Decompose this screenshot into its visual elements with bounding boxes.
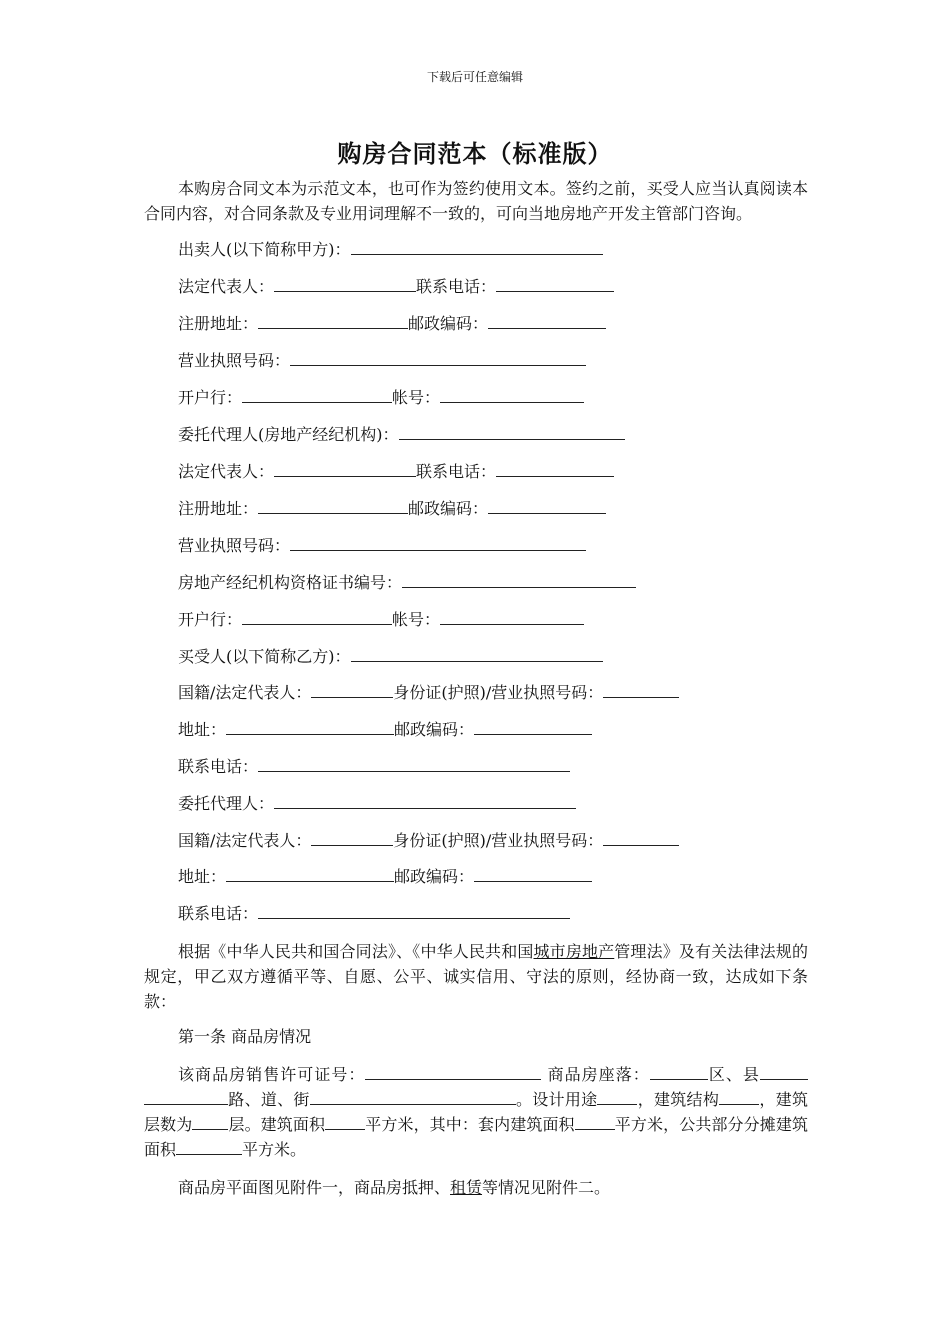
agent-account-label: 帐号： (392, 610, 441, 629)
article-1-paragraph (144, 1062, 808, 1162)
seller-bank-label: 开户行： (178, 388, 243, 407)
seller-bank-line (178, 387, 584, 409)
attachment-text-1: 商品房平面图见附件一，商品房抵押、 (178, 1178, 451, 1197)
seller-name-blank[interactable] (351, 240, 603, 255)
seller-name-label: 出卖人(以下简称甲方)： (178, 240, 351, 259)
buyer-postcode-blank[interactable] (474, 720, 592, 735)
buyer-agent-name-line (178, 793, 576, 815)
road-name-blank[interactable] (144, 1090, 228, 1105)
seller-account-blank[interactable] (440, 388, 584, 403)
buyer-nationality-line (178, 682, 679, 704)
structure-blank[interactable] (719, 1090, 759, 1105)
buyer-id-label: 身份证(护照)/营业执照号码： (393, 683, 604, 702)
article-1-heading: 第一条 商品房情况 (178, 1027, 312, 1046)
basis-text-2: 管理法》及有关法律法规的规定，甲乙双方遵循平等、自愿、公平、诚实信用、守法的原则，经协商一致，达成如下条款： (144, 942, 808, 1011)
agent-bank-blank[interactable] (242, 610, 392, 625)
location-label: 商品房座落： (547, 1065, 650, 1084)
buyer-agent-phone-blank[interactable] (258, 904, 570, 919)
seller-postcode-label: 邮政编码： (408, 314, 489, 333)
buyer-agent-address-blank[interactable] (226, 867, 394, 882)
seller-rep-line (178, 276, 614, 298)
buyer-phone-label: 联系电话： (178, 757, 259, 776)
agent-bank-line (178, 609, 584, 631)
buyer-agent-name-blank[interactable] (274, 794, 576, 809)
buyer-id-blank[interactable] (603, 683, 679, 698)
seller-rep-label: 法定代表人： (178, 277, 275, 296)
lease-link[interactable]: 租赁 (450, 1178, 483, 1197)
agent-name-label: 委托代理人(房地产经纪机构)： (178, 425, 399, 444)
buyer-agent-address-label: 地址： (178, 867, 227, 886)
buyer-nationality-blank[interactable] (311, 683, 393, 698)
agent-account-blank[interactable] (440, 610, 584, 625)
seller-phone-blank[interactable] (496, 277, 614, 292)
buyer-agent-address-line (178, 866, 592, 888)
inner-area-blank[interactable] (575, 1115, 615, 1130)
agent-cert-line (178, 572, 636, 594)
agent-address-blank[interactable] (258, 499, 408, 514)
agent-phone-blank[interactable] (496, 462, 614, 477)
agent-phone-label: 联系电话： (416, 462, 497, 481)
basis-paragraph (144, 939, 808, 1014)
buyer-address-line (178, 719, 592, 741)
seller-account-label: 帐号： (392, 388, 441, 407)
seller-address-blank[interactable] (258, 314, 408, 329)
buyer-postcode-label: 邮政编码： (394, 720, 475, 739)
shared-area-unit: 平方米。 (242, 1140, 307, 1159)
seller-license-line (178, 350, 586, 372)
agent-license-line (178, 535, 586, 557)
seller-postcode-blank[interactable] (488, 314, 606, 329)
district-label: 区、县 (707, 1065, 760, 1084)
buyer-name-line (178, 646, 603, 668)
buyer-agent-name-label: 委托代理人： (178, 794, 275, 813)
agent-license-blank[interactable] (290, 536, 586, 551)
agent-cert-blank[interactable] (402, 573, 636, 588)
floors-blank[interactable] (192, 1115, 228, 1130)
usage-label: 。设计用途 (515, 1090, 598, 1109)
license-no-blank[interactable] (365, 1065, 541, 1080)
seller-license-label: 营业执照号码： (178, 351, 291, 370)
usage-blank[interactable] (597, 1090, 637, 1105)
structure-label: ，建筑结构 (637, 1090, 720, 1109)
license-no-label: 该商品房销售许可证号： (178, 1065, 366, 1084)
seller-rep-blank[interactable] (274, 277, 416, 292)
agent-license-label: 营业执照号码： (178, 536, 291, 555)
agent-postcode-label: 邮政编码： (408, 499, 489, 518)
road-label: 路、道、街 (228, 1090, 310, 1109)
area-label: 层。建筑面积 (228, 1115, 326, 1134)
buyer-name-label: 买受人(以下简称乙方)： (178, 647, 351, 666)
seller-phone-label: 联系电话： (416, 277, 497, 296)
intro-paragraph: 本购房合同文本为示范文本，也可作为签约使用文本。签约之前，买受人应当认真阅读本合同内容，对合同条款及专业用词理解不一致的，可向当地房地产开发主管部门咨询。 (144, 179, 808, 223)
agent-address-label: 注册地址： (178, 499, 259, 518)
basis-link[interactable]: 城市房地产 (533, 942, 615, 961)
seller-license-blank[interactable] (290, 351, 586, 366)
buyer-agent-nationality-label: 国籍/法定代表人： (178, 831, 312, 850)
buyer-name-blank[interactable] (351, 647, 603, 662)
buyer-phone-blank[interactable] (258, 757, 570, 772)
agent-rep-line (178, 461, 614, 483)
agent-cert-label: 房地产经纪机构资格证书编号： (178, 573, 403, 592)
buyer-agent-nationality-line (178, 830, 679, 852)
agent-rep-blank[interactable] (274, 462, 416, 477)
document-title: 购房合同范本（标准版） (337, 139, 613, 168)
buyer-nationality-label: 国籍/法定代表人： (178, 683, 312, 702)
page-header: 下载后可任意编辑 (426, 70, 523, 84)
area-blank[interactable] (325, 1115, 365, 1130)
seller-name-line (178, 239, 603, 261)
agent-bank-label: 开户行： (178, 610, 243, 629)
shared-area-label: 平方米，公共部分分摊建筑面积 (144, 1115, 808, 1159)
district-blank[interactable] (650, 1065, 708, 1080)
buyer-agent-postcode-label: 邮政编码： (394, 867, 475, 886)
agent-address-line (178, 498, 606, 520)
buyer-agent-postcode-blank[interactable] (474, 867, 592, 882)
seller-bank-blank[interactable] (242, 388, 392, 403)
buyer-agent-phone-line (178, 903, 570, 925)
seller-address-line (178, 313, 606, 335)
agent-rep-label: 法定代表人： (178, 462, 275, 481)
buyer-address-label: 地址： (178, 720, 227, 739)
buyer-phone-line (178, 756, 570, 778)
agent-postcode-blank[interactable] (488, 499, 606, 514)
agent-name-blank[interactable] (399, 425, 625, 440)
buyer-agent-id-blank[interactable] (603, 831, 679, 846)
basis-text-1: 根据《中华人民共和国合同法》、《中华人民共和国 (178, 942, 534, 961)
agent-name-line (178, 424, 625, 446)
attachment-text-2: 等情况见附件二。 (482, 1178, 611, 1197)
county-blank[interactable] (760, 1065, 808, 1080)
buyer-agent-nationality-blank[interactable] (311, 831, 393, 846)
buyer-agent-id-label: 身份证(护照)/营业执照号码： (393, 831, 604, 850)
buyer-address-blank[interactable] (226, 720, 394, 735)
shared-area-blank[interactable] (176, 1140, 242, 1155)
floors-label: ，建筑层数为 (144, 1090, 808, 1134)
buyer-agent-phone-label: 联系电话： (178, 904, 259, 923)
inner-area-label: 平方米，其中：套内建筑面积 (365, 1115, 575, 1134)
street-blank[interactable] (310, 1090, 516, 1105)
seller-address-label: 注册地址： (178, 314, 259, 333)
attachment-line (178, 1177, 610, 1199)
